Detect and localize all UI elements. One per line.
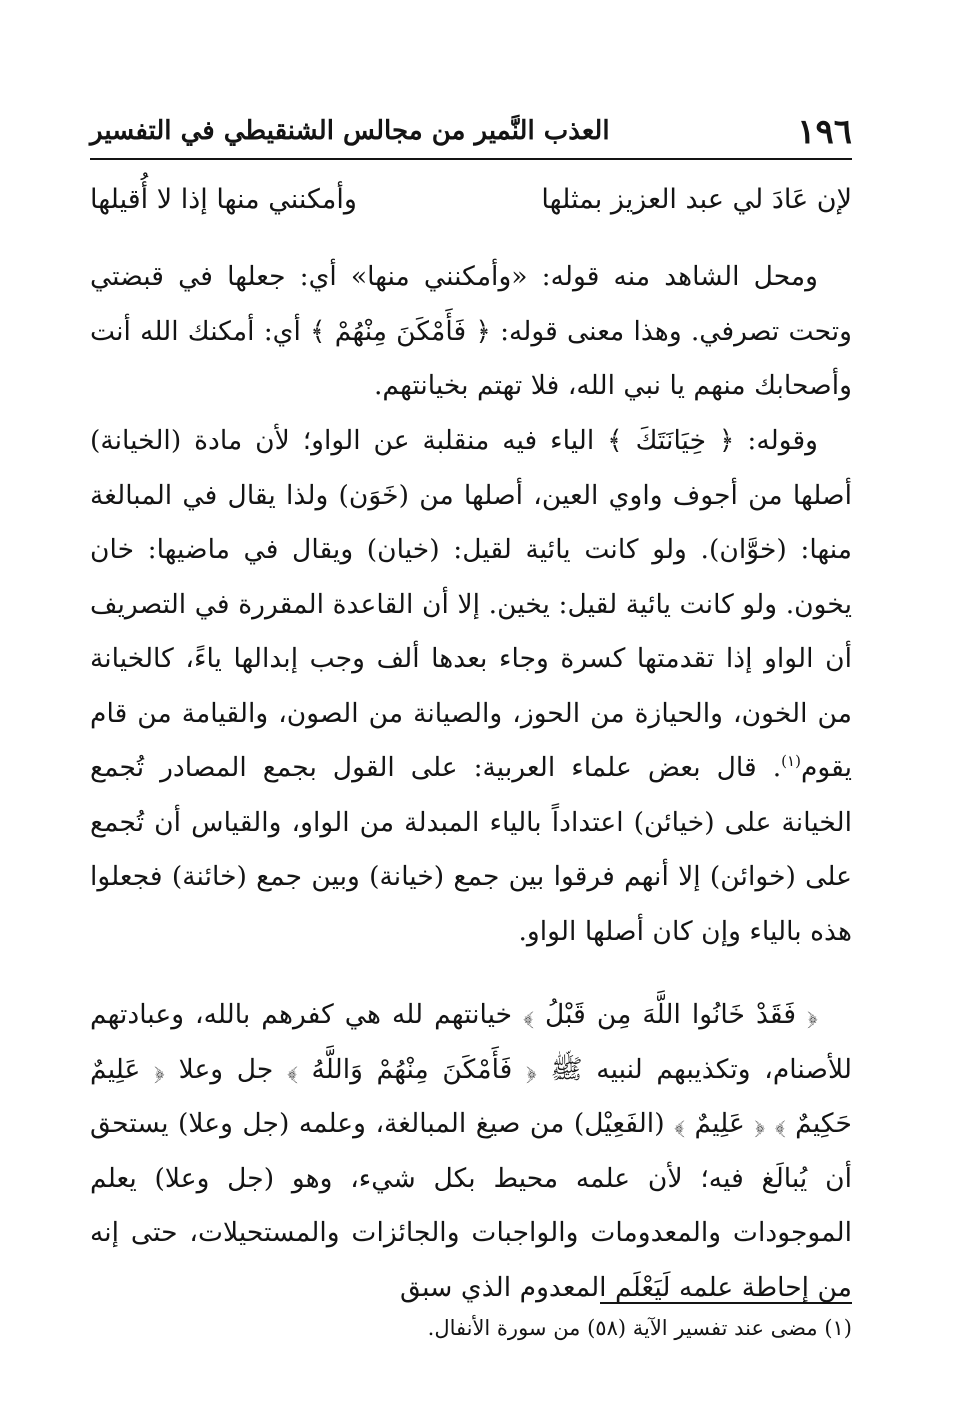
footnote-divider <box>600 1302 852 1304</box>
paragraph-khiyanah <box>90 414 852 959</box>
paragraph-text: ومحل الشاهد منه قوله: «وأمكنني منها» أي: جعلها في قبضتي وتحت تصرفي. وهذا معنى قوله: ﴿ فَأَمْكَنَ مِنْهُمْ ﴾ أي: أمكنك الله أنت وأصحابك منهم يا نبي الله، فلا تهتم بخيانتهم. <box>90 261 852 401</box>
page-number: ١٩٦ <box>797 112 852 152</box>
paragraph-text-part-1: وقوله: ﴿ خِيَانَتَكَ ﴾ الياء فيه منقلبة عن الواو؛ لأن مادة (الخيانة) أصلها من أجوف واوي العين، أصلها من (خَوَن) ولذا يقال في المبالغة منها: (خوَّان). ولو كانت يائية لقيل: (خيان) ويقال في ماضيها: خان يخون. ولو كانت يائية لقيل: يخين. إلا أن القاعدة المقررة في التصريف أن الواو إذا تقدمتها كسرة وجاء بعدها ألف وجب إبدالها ياءً، كالخيانة من الخون، والحيازة من الحوز، والصيانة من الصون، والقيامة من قام يقوم <box>90 425 852 783</box>
paragraph-text-part-2: . قال بعض علماء العربية: على القول بجمع المصادر تُجمع الخيانة على (خيائن) اعتداداً بالياء المبدلة من الواو، والقياس أن تُجمع على (خوائن) إلا أنهم فرقوا بين جمع (خيانة) وبين جمع (خائنة) فجعلوا هذه بالياء وإن كان أصلها الواو. <box>90 752 852 947</box>
footnote: (١) مضى عند تفسير الآية (٥٨) من سورة الأنفال. <box>427 1316 852 1340</box>
poetry-verse <box>90 176 852 232</box>
footnote-reference[interactable]: (١) <box>781 752 801 771</box>
paragraph-verse-commentary <box>90 988 852 1315</box>
verse-first-hemistich: لإن عَادَ لي عبد العزيز بمثلها <box>541 184 852 215</box>
paragraph-text: ﴿ فَقَدْ خَانُوا اللَّهَ مِن قَبْلُ ﴾ خيانتهم لله هي كفرهم بالله، وعبادتهم للأصنام، وتكذيبهم لنبيه ﷺ ﴿ فَأَمْكَنَ مِنْهُمْ وَاللَّهُ ﴾ جل وعلا ﴿ عَلِيمٌ حَكِيمٌ ﴾ ﴿ عَلِيمٌ ﴾ (الفَعِيْل) من صيغ المبالغة، وعلمه (جل وعلا) يستحق أن يُبالَغ فيه؛ لأن علمه محيط بكل شيء، وهو (جل وعلا) يعلم الموجودات والمعدومات والواجبات والجائزات والمستحيلات، حتى إنه من إحاطة علمه لَيَعْلَم المعدوم الذي سبق <box>90 999 852 1303</box>
header-divider <box>90 158 852 160</box>
paragraph-text-with-footnote <box>90 414 852 959</box>
paragraph-witness <box>90 250 852 414</box>
running-title: العذب النَّمير من مجالس الشنقيطي في التفسير <box>90 116 610 146</box>
verse-second-hemistich: وأمكنني منها إذا لا أُقيلها <box>90 184 357 215</box>
page-header <box>90 110 852 156</box>
